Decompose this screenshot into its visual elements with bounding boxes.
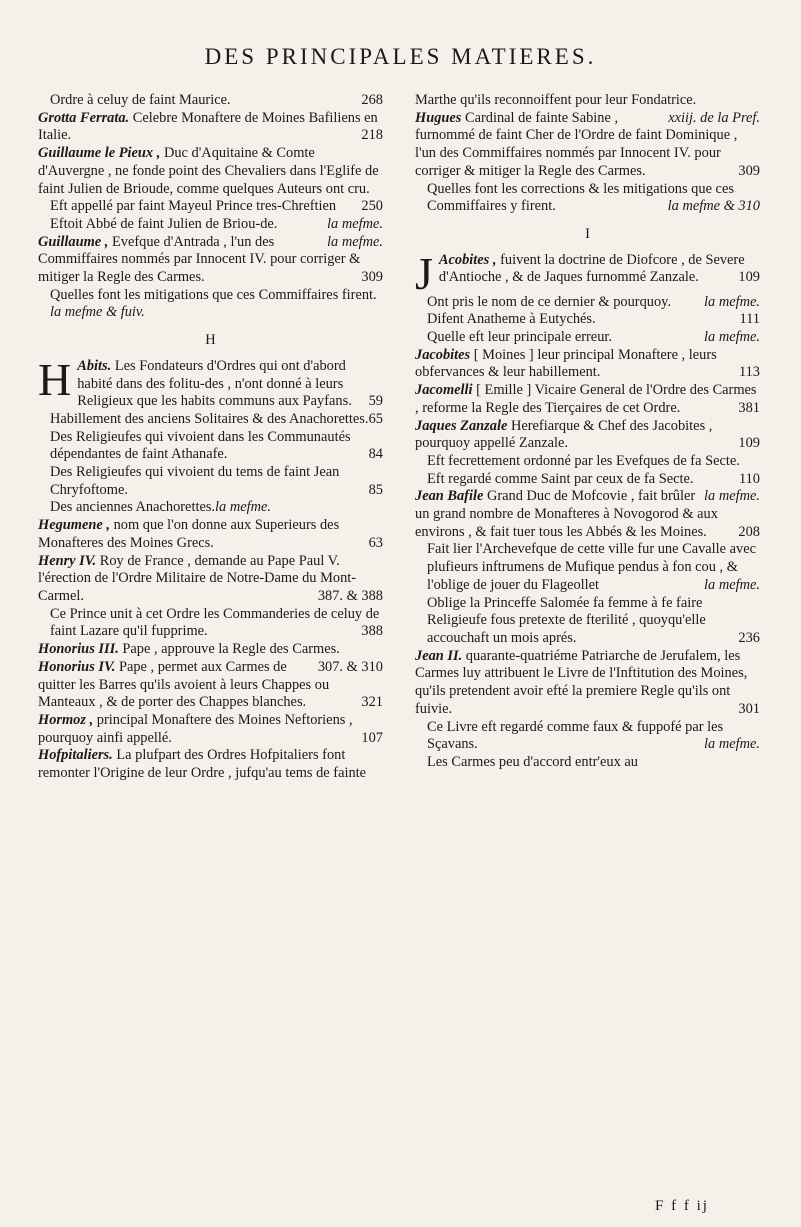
entry: Les Carmes peu d'accord entr'eux au — [427, 753, 638, 770]
entry: Ce Prince unit à cet Ordre les Commanderies de celuy de faint Lazare qu'il fupprime. 388 — [50, 605, 383, 640]
drop-cap: H — [38, 353, 72, 405]
entry: Difent Anatheme à Eutychés. 111 — [427, 311, 760, 328]
entry: Jacobites [ Moines ] leur principal Monaftere , leurs obfervances & leur habillement. 113 — [415, 346, 760, 381]
right-column — [415, 92, 760, 772]
entry: Honorius IV. Pape , permet aux Carmes de quitter les Barres qu'ils avoient à leurs Chappes ou Manteaux , & de porter des Chappes blanches. 321 — [38, 658, 383, 711]
entry: Ce Livre eft regardé comme faux & fuppofé par les Sçavans. la mefme. — [427, 718, 760, 753]
entry: Eft fecrettement ordonné par les Evefques de fa Secte. 110 — [427, 452, 760, 487]
entry: H Abits. Les Fondateurs d'Ordres qui ont d'abord habité dans des folitu-des , n'ont donné à leurs Religieux que les habits communs aux Payfans. 59 — [38, 353, 383, 410]
drop-cap: J — [415, 247, 433, 299]
entry: Des Religieufes qui vivoient du tems de faint Jean Chryfoftome. 85 — [50, 464, 383, 498]
entry: Habillement des anciens Solitaires & des Anachorettes. 65 — [50, 410, 383, 427]
entry: Jaques Zanzale Herefiarque & Chef des Jacobites , pourquoy appellé Zanzale. 109 — [415, 417, 760, 452]
entry: Honorius III. Pape , approuve la Regle des Carmes. 307. & 310 — [38, 641, 383, 675]
signature-mark: F f f ij — [655, 1198, 709, 1214]
entry: Oblige la Princeffe Salomée fa femme à fe faire Religieufe fous pretexte de fterilité , quoyqu'elle accouchaft un mois aprés. 236 — [427, 594, 760, 646]
entry: Jacomelli [ Emille ] Vicaire General de l'Ordre des Carmes , reforme la Regle des Tierçaires de cet Ordre. 381 — [415, 382, 760, 416]
entry: Des Religieufes qui vivoient dans les Communautés dépendantes de faint Athanafe. 84 — [50, 428, 383, 463]
entry: Quelle eft leur principale erreur. la mefme. — [427, 329, 760, 346]
entry: Guillaume , Evefque d'Antrada , l'un des Commiffaires nommés par Innocent IV. pour corriger & mitiger la Regle des Carmes. 309 — [38, 233, 383, 286]
entry: Hegumene , nom que l'on donne aux Superieurs des Monafteres des Moines Grecs. 63 — [38, 517, 383, 551]
running-header: DES PRINCIPALES MATIERES. — [204, 44, 597, 69]
left-column — [38, 92, 383, 783]
entry: Des anciennes Anachorettes.la mefme. — [50, 499, 271, 516]
entry: Quelles font les mitigations que ces Commiffaires firent. la mefme & fuiv. — [50, 286, 377, 321]
entry: Jean II. quarante-quatriéme Patriarche de Jerufalem, les Carmes luy attribuent le Livre de l'Inftitution des Moines, qu'ils pretendent avoir efté la premiere Regle qu'ils ont fuivie. 301 — [415, 647, 760, 717]
entry: Guillaume le Pieux , Duc d'Aquitaine & Comte d'Auvergne , ne fonde point des Chevaliers dans l'Eglife de faint Julien de Brioude, comme quelques Auteurs ont cru. 250 — [38, 145, 383, 215]
entry: Marthe qu'ils reconnoiffent pour leur Fondatrice. xxiij. de la Pref. — [415, 92, 760, 126]
entry: J Acobites , fuivent la doctrine de Diofcore , de Severe d'Antioche , & de Jaques furnommé Zanzale. 109 — [415, 247, 760, 299]
entry: Grotta Ferrata. Celebre Monaftere de Moines Bafiliens en Italie. 218 — [38, 109, 383, 144]
entry: Quelles font les corrections & les mitigations que ces Commiffaires y firent. la mefme & 310 — [427, 180, 760, 215]
section-letter: I — [585, 225, 590, 242]
entry: Eft appellé par faint Mayeul Prince tres-Chreftien la mefme. — [50, 198, 383, 232]
entry: Eft regardé comme Saint par ceux de fa Secte. la mefme. — [427, 470, 760, 505]
entry: Jean Bafile Grand Duc de Mofcovie , fait brûler un grand nombre de Monafteres à Novogorod & aux environs , & fait tuer tous les Abbés & les Moines. 208 — [415, 488, 760, 540]
entry: Hormoz , principal Monaftere des Moines Neftoriens , pourquoy ainfi appellé. 107 — [38, 711, 383, 746]
section-letter: H — [205, 332, 216, 349]
entry: Fait lier l'Archevefque de cette ville fur une Cavalle avec plufieurs inftrumens de Mufique pendus à fon cou , & l'oblige de jouer du Flageollet la mefme. — [427, 541, 760, 593]
entry: Hugues Cardinal de fainte Sabine , furnommé de faint Cher de l'Ordre de faint Dominique , l'un des Commiffaires nommés par Innocent IV. pour corriger & mitiger la Regle des Carmes. 309 — [415, 109, 760, 179]
entry: Henry IV. Roy de France , demande au Pape Paul V. l'érection de l'Ordre Militaire de Notre-Dame du Mont-Carmel. 387. & 388 — [38, 552, 383, 604]
entry: Ordre à celuy de faint Maurice. 268 — [50, 92, 383, 108]
entry: Eftoit Abbé de faint Julien de Briou-de. la mefme. — [50, 215, 383, 250]
entry: Ont pris le nom de ce dernier & pourquoy. la mefme. — [427, 293, 760, 310]
entry: Hofpitaliers. La plufpart des Ordres Hofpitaliers font remonter l'Origine de leur Ordre , jufqu'au tems de fainte — [38, 747, 367, 782]
